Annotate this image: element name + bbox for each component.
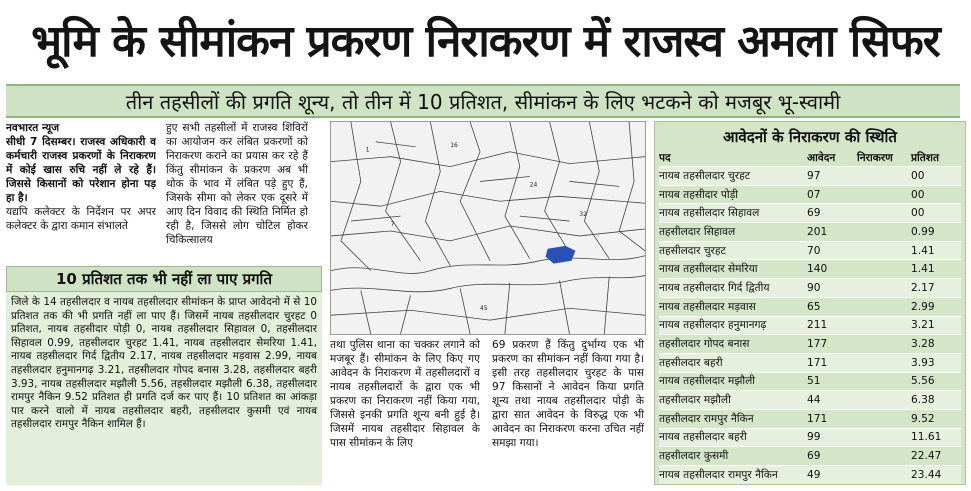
row-applications: 171 xyxy=(807,412,828,425)
row-post: नायब तहसीलदार गिर्द द्वितीय xyxy=(659,281,770,294)
table-row xyxy=(659,222,961,241)
header-resolved: निराकरण xyxy=(857,152,893,164)
row-percent: 11.61 xyxy=(911,431,942,444)
status-table-panel xyxy=(654,121,966,485)
table-row xyxy=(659,166,961,185)
row-percent: 00 xyxy=(911,207,925,220)
row-percent: 0.99 xyxy=(911,225,935,238)
svg-text:45: 45 xyxy=(480,305,488,313)
svg-text:1: 1 xyxy=(365,146,370,154)
byline: नवभारत न्यूज xyxy=(6,122,60,134)
row-applications: 211 xyxy=(807,319,828,332)
row-percent: 5.56 xyxy=(911,375,935,388)
column-1-text: यद्यपि कलेक्टर के निर्देशन पर अपर कलेक्टर के द्वारा कमान संभालते xyxy=(6,206,156,232)
cadastral-map xyxy=(331,122,645,334)
row-post: तहसीलदार बहरी xyxy=(659,356,723,369)
svg-text:7: 7 xyxy=(390,221,395,229)
row-post: नायब तहसीदार पोड़ी xyxy=(659,188,738,201)
table-row xyxy=(659,316,961,335)
table-row xyxy=(659,334,961,353)
row-post: नायब तहसीलदार मझौली xyxy=(659,375,756,388)
progress-box xyxy=(6,292,322,485)
row-percent: 23.44 xyxy=(911,468,942,481)
row-applications: 51 xyxy=(807,375,821,388)
table-row xyxy=(659,203,961,222)
article-column-2 xyxy=(166,121,308,261)
row-applications: 171 xyxy=(807,356,828,369)
row-post: नायब तहसीलदार रामपुर नैकिन xyxy=(659,468,778,481)
table-row xyxy=(659,259,961,278)
row-applications: 99 xyxy=(807,431,821,444)
row-post: तहसीलदार मझौली xyxy=(659,394,731,407)
row-applications: 69 xyxy=(807,207,821,220)
box-heading: 10 प्रतिशत तक भी नहीं ला पाए प्रगति xyxy=(6,266,322,292)
row-applications: 49 xyxy=(807,468,821,481)
table-body xyxy=(659,166,961,484)
row-post: नायब तहसीलदार सिहावल xyxy=(659,207,760,220)
row-post: नायब तहसीलदार मड़वास xyxy=(659,300,756,313)
row-applications: 70 xyxy=(807,244,821,257)
row-percent: 2.99 xyxy=(911,300,935,313)
table-row xyxy=(659,297,961,316)
table-row xyxy=(659,465,961,484)
row-applications: 65 xyxy=(807,300,821,313)
row-percent: 9.52 xyxy=(911,412,935,425)
row-post: नायब तहसीलदार हनुमानगढ़ xyxy=(659,319,767,332)
article-column-3 xyxy=(330,338,480,486)
article-column-4 xyxy=(492,338,644,486)
row-applications: 97 xyxy=(807,169,821,182)
table-row xyxy=(659,409,961,428)
article-column-1 xyxy=(6,121,156,261)
header-post: पद xyxy=(659,152,671,164)
dateline-lead: सीधी 7 दिसम्बर। राजस्व अधिकारी व कर्मचारी राजस्व प्रकरणों के निराकरण में कोई खास रुचि नहीं ले रहे हैं। जिससे किसानों को परेशान होना पड़ हा है। xyxy=(6,136,156,204)
row-post: नायब तहसीलदार बहरी xyxy=(659,431,747,444)
row-percent: 6.38 xyxy=(911,394,935,407)
header-applications: आवेदन xyxy=(807,152,836,164)
row-applications: 201 xyxy=(807,225,828,238)
row-applications: 44 xyxy=(807,394,821,407)
table-header xyxy=(659,150,961,166)
row-percent: 2.17 xyxy=(911,281,935,294)
row-percent: 22.47 xyxy=(911,450,942,463)
table-row xyxy=(659,390,961,409)
table-row xyxy=(659,446,961,465)
svg-text:24: 24 xyxy=(529,181,538,189)
column-3-text: तथा पुलिस थाना का चक्कर लगाने को मजबूर हैं। सीमांकन के लिए किए गए आवेदन के निराकरण में तहसीलदारों व नायब तहसीलदारों के द्वारा एक भी प्रकरण का निराकरण नहीं किया गया, जिससे इनकी प्रगति शून्य बनी हुई है। जिसमें नायब तहसीदार सिहावल के पास सीमांकन के लिए xyxy=(330,339,480,449)
column-2-text: हुए सभी तहसीलों में राजस्व शिविरों का आयोजन कर लंबित प्रकरणों को निराकरण कराने का प्रयास कर रहे हैं किंतु सीमांकन के प्रकरण अब भी थोक के भाव में लंबित पड़े हुए हैं, जिसके सीमा को लेकर एक दूसरे में आए दिन विवाद की स्थिति निर्मित हो रही है, जिससे लोग चोटिल होकर चिकित्सालय xyxy=(166,122,308,246)
headline: भूमि के सीमांकन प्रकरण निराकरण में राजस्व अमला सिफर xyxy=(31,16,940,67)
svg-text:32: 32 xyxy=(579,211,587,219)
row-percent: 3.93 xyxy=(911,356,935,369)
row-applications: 177 xyxy=(807,338,828,351)
row-post: तहसीलदार रामपुर नैकिन xyxy=(659,412,754,425)
subheadline: तीन तहसीलों की प्रगति शून्य, तो तीन में 10 प्रतिशत, सीमांकन के लिए भटकने को मजबूर भू-स्वामी xyxy=(6,84,960,118)
table-title: आवेदनों के निराकरण की स्थिति xyxy=(723,128,897,146)
row-percent: 1.41 xyxy=(911,244,935,257)
row-percent: 3.28 xyxy=(911,338,935,351)
row-post: नायब तहसीलदार चुरहट xyxy=(659,169,751,182)
header-percent: प्रतिशत xyxy=(911,152,940,164)
svg-text:16: 16 xyxy=(450,141,458,149)
table-row xyxy=(659,428,961,447)
land-map-image xyxy=(330,121,646,335)
row-applications: 69 xyxy=(807,450,821,463)
row-applications: 90 xyxy=(807,281,821,294)
row-applications: 140 xyxy=(807,263,828,276)
row-post: नायब तहसीलदार सेमरिया xyxy=(659,263,758,276)
column-4-text: 69 प्रकरण हैं किंतु दुर्भाग्य एक भी प्रकरण का सीमांकन नहीं किया गया है। इसी तरह तहसीलदार चुरहट के पास 97 किसानों ने आवेदन किया प्रगति शून्य तथा नायब तहसीलदार पोड़ी के द्वारा सात आवेदन के विरुद्ध एक भी आवेदन का निराकरण करना उचित नहीं समझा गया। xyxy=(492,339,644,449)
row-percent: 00 xyxy=(911,188,925,201)
row-applications: 07 xyxy=(807,188,821,201)
table-row xyxy=(659,241,961,260)
table-row xyxy=(659,353,961,372)
row-percent: 1.41 xyxy=(911,263,935,276)
row-percent: 3.21 xyxy=(911,319,935,332)
table-row xyxy=(659,278,961,297)
row-post: तहसीलदार गोपद बनास xyxy=(659,338,750,351)
box-text: जिले के 14 तहसीलदार व नायब तहसीलदार सीमांकन के प्राप्त आवेदनो में से 10 प्रतिशत तक की भी प्रगति नहीं ला पाए हैं। जिसमें नायब तहसीलदार चुरहट 0 प्रतिशत, नायब तहसीदार पोड़ी 0, नायब तहसीलदार सिहावल 0, तहसीलदार सिहावल 0.99, तहसीलदार चुरहट 1.41, नायब तहसीलदार सेमरिया 1.41, नायब तहसीलदार गिर्द द्वितीय 2.17, नायब तहसीलदार मड़वास 2.99, नायब तहसीलदार हनुमानगढ़ 3.21, तहसीलदार गोपद बनास 3.28, तहसीलदार बहरी 3.93, नायब तहसीलदार मझौली 5.56, तहसीलदार मझौली 6.38, तहसीलदार रामपुर नैकिन 9.52 प्रतिशत ही प्रगति दर्ज कर पाए हैं। 10 प्रतिशत का आंकड़ा पार करने वालो में नायब तहसीलदार बहरी, तहसीलदार कुसमी एवं नायब तहसीलदार रामपुर नैकिन शामिल हैं। xyxy=(11,296,317,431)
row-post: तहसीलदार चुरहट xyxy=(659,244,726,257)
row-post: तहसीलदार सिहावल xyxy=(659,225,736,238)
row-percent: 00 xyxy=(911,169,925,182)
table-row xyxy=(659,185,961,204)
table-row xyxy=(659,372,961,391)
row-post: तहसीलदार कुसमी xyxy=(659,450,729,463)
